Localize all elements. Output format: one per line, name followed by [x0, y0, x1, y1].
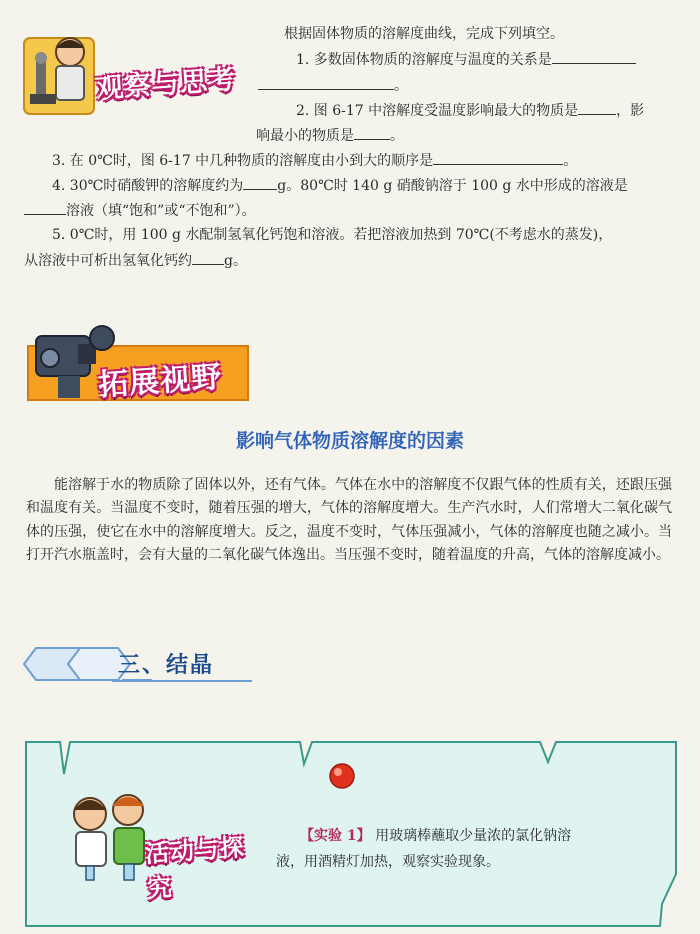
section-underline — [112, 680, 252, 682]
question-3-text: 3. 在 0℃时，图 6-17 中几种物质的溶解度由小到大的顺序是 — [52, 153, 434, 169]
question-4-continued — [24, 198, 256, 223]
experiment-line1: 用玻璃棒蘸取少量浓的氯化钠溶 — [375, 828, 572, 844]
pin-icon — [330, 764, 354, 788]
experiment-tag: 【实验 1】 — [300, 828, 371, 844]
observe-intro: 根据固体物质的溶解度曲线，完成下列填空。 — [284, 26, 564, 42]
question-5-text: 5. 0℃时，用 100 g 水配制氢氧化钙饱和溶液。若把溶液加热到 70℃(不考虑水的蒸发)， — [52, 227, 613, 243]
question-2-continued — [256, 123, 404, 148]
activity-badge-label: 活动与探究 — [144, 833, 246, 904]
question-4-text: 4. 30℃时硝酸钾的溶解度约为 — [52, 178, 244, 194]
question-5 — [52, 223, 612, 247]
question-2 — [296, 98, 644, 123]
question-1-text: 1. 多数固体物质的溶解度与温度的关系是 — [296, 52, 552, 68]
observe-badge-label: 观察与思考 — [95, 64, 238, 105]
gas-paragraph: 能溶解于水的物质除了固体以外，还有气体。气体在水中的溶解度不仅跟气体的性质有关，还跟压强和温度有关。当温度不变时，随着压强的增大，气体的溶解度增大。生产汽水时，人们常增大二氧化碳气体的压强，使它在水中的溶解度增大。反之，温度不变时，气体压强减小，气体的溶解度也随之减小。当打开汽水瓶盖时，会有大量的二氧化碳气体逸出。当压强不变时，随着温度的升高，气体的溶解度减小。 — [26, 477, 672, 564]
question-2-end: 。 — [390, 128, 404, 144]
answer-blank[interactable] — [192, 248, 224, 265]
gas-section-title: 影响气体物质溶解度的因素 — [235, 430, 464, 452]
question-5-continued — [24, 248, 247, 273]
question-2-text: 2. 图 6-17 中溶解度受温度影响最大的物质是 — [296, 103, 579, 119]
expand-badge-label: 拓展视野 — [97, 359, 224, 404]
question-2-text-b: ，影 — [616, 103, 645, 119]
question-3 — [52, 148, 577, 173]
experiment-1-continued: 液，用酒精灯加热，观察实验现象。 — [276, 854, 500, 870]
experiment-1 — [300, 824, 571, 848]
question-4-text-c: 溶液（填“饱和”或“不饱和”）。 — [66, 203, 256, 219]
answer-blank[interactable] — [354, 123, 390, 140]
question-4-text-b: g。80℃时 140 g 硝酸钠溶于 100 g 水中形成的溶液是 — [277, 178, 628, 194]
question-1-period: 。 — [394, 78, 408, 94]
question-2-text-c: 响最小的物质是 — [256, 128, 354, 144]
section-title: 三、结晶 — [118, 653, 215, 678]
answer-blank[interactable] — [243, 173, 277, 190]
expand-badge — [18, 318, 268, 408]
answer-blank[interactable] — [552, 47, 636, 64]
question-1 — [296, 47, 636, 72]
question-3-end: 。 — [563, 153, 578, 169]
answer-blank[interactable] — [24, 198, 66, 215]
question-1-continued — [258, 73, 408, 98]
answer-blank[interactable] — [578, 98, 616, 115]
question-5-text-c: g。 — [224, 253, 247, 269]
question-5-text-b: 从溶液中可析出氢氧化钙约 — [24, 253, 192, 269]
question-4 — [52, 173, 628, 198]
answer-blank[interactable] — [433, 148, 563, 165]
activity-badge — [64, 788, 264, 904]
observe-badge — [18, 18, 248, 118]
answer-blank[interactable] — [258, 73, 394, 90]
